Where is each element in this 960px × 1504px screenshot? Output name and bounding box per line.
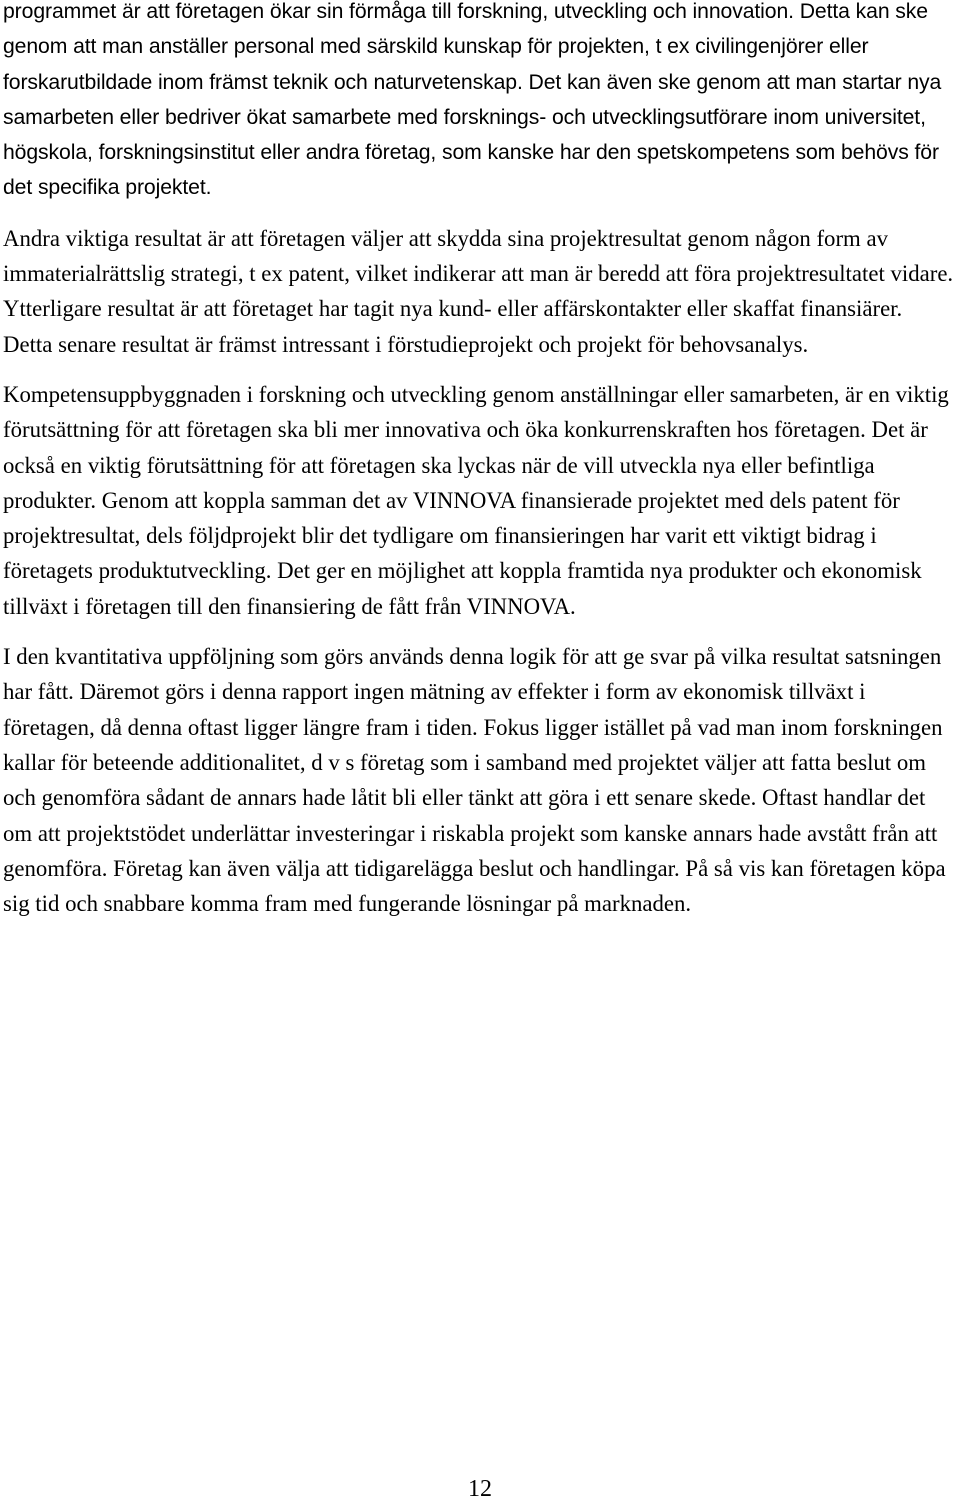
page-number: 12	[468, 1476, 492, 1502]
paragraph-4: I den kvantitativa uppföljning som görs används denna logik för att ge svar på vilka resultat satsningen har fått. Däremot görs i denna rapport ingen mätning av effekter i form av ekonomisk tillväxt i företagen, då denna oftast ligger längre fram i tiden. Fokus ligger istället på vad man inom forskningen kallar för beteende additionalitet, d v s företag som i samband med projektet väljer att fatta beslut om och genomföra sådant de annars hade låtit bli eller tänkt att göra i ett senare skede. Oftast handlar det om att projektstödet underlättar investeringar i riskabla projekt som kanske annars hade avstått från att genomföra. Företag kan även välja att tidigarelägga beslut och handlingar. På så vis kan företagen köpa sig tid och snabbare komma fram med fungerande lösningar på marknaden.	[3, 644, 946, 917]
paragraph-2: Andra viktiga resultat är att företagen väljer att skydda sina projektresultat genom någon form av immaterialrättslig strategi, t ex patent, vilket indikerar att man är beredd att föra projektresultatet vidare. Ytterligare resultat är att företaget har tagit nya kund- eller affärskontakter eller skaffat finansiärer. Detta senare resultat är främst intressant i förstudieprojekt och projekt för behovsanalys.	[3, 225, 954, 357]
paragraph-3: Kompetensuppbyggnaden i forskning och utveckling genom anställningar eller samarbeten, är en viktig förutsättning för att företagen ska bli mer innovativa och öka konkurrenskraften hos företagen. Det är också en viktig förutsättning för att företagen ska lyckas när de vill utveckla nya eller befintliga produkter. Genom att koppla samman det av VINNOVA finansierade projektet med dels patent för projektresultat, dels följdprojekt blir det tydligare om finansieringen har varit ett viktigt bidrag i företagets produktutveckling. Det ger en möjlighet att koppla framtida nya produkter och ekonomisk tillväxt i företagen till den finansiering de fått från VINNOVA.	[3, 381, 949, 619]
body-text	[3, 0, 955, 936]
paragraph-1: programmet är att företagen ökar sin förmåga till forskning, utveckling och innovation. Detta kan ske genom att man anställer personal med särskild kunskap för projekten, t ex civilingenjörer eller forskarutbildade inom främst teknik och naturvetenskap. Det kan även ske genom att man startar nya samarbeten eller bedriver ökat samarbete med forsknings- och utvecklingsutförare inom universitet, högskola, forskningsinstitut eller andra företag, som kanske har den spetskompetens som behövs för det specifika projektet.	[3, 0, 942, 200]
